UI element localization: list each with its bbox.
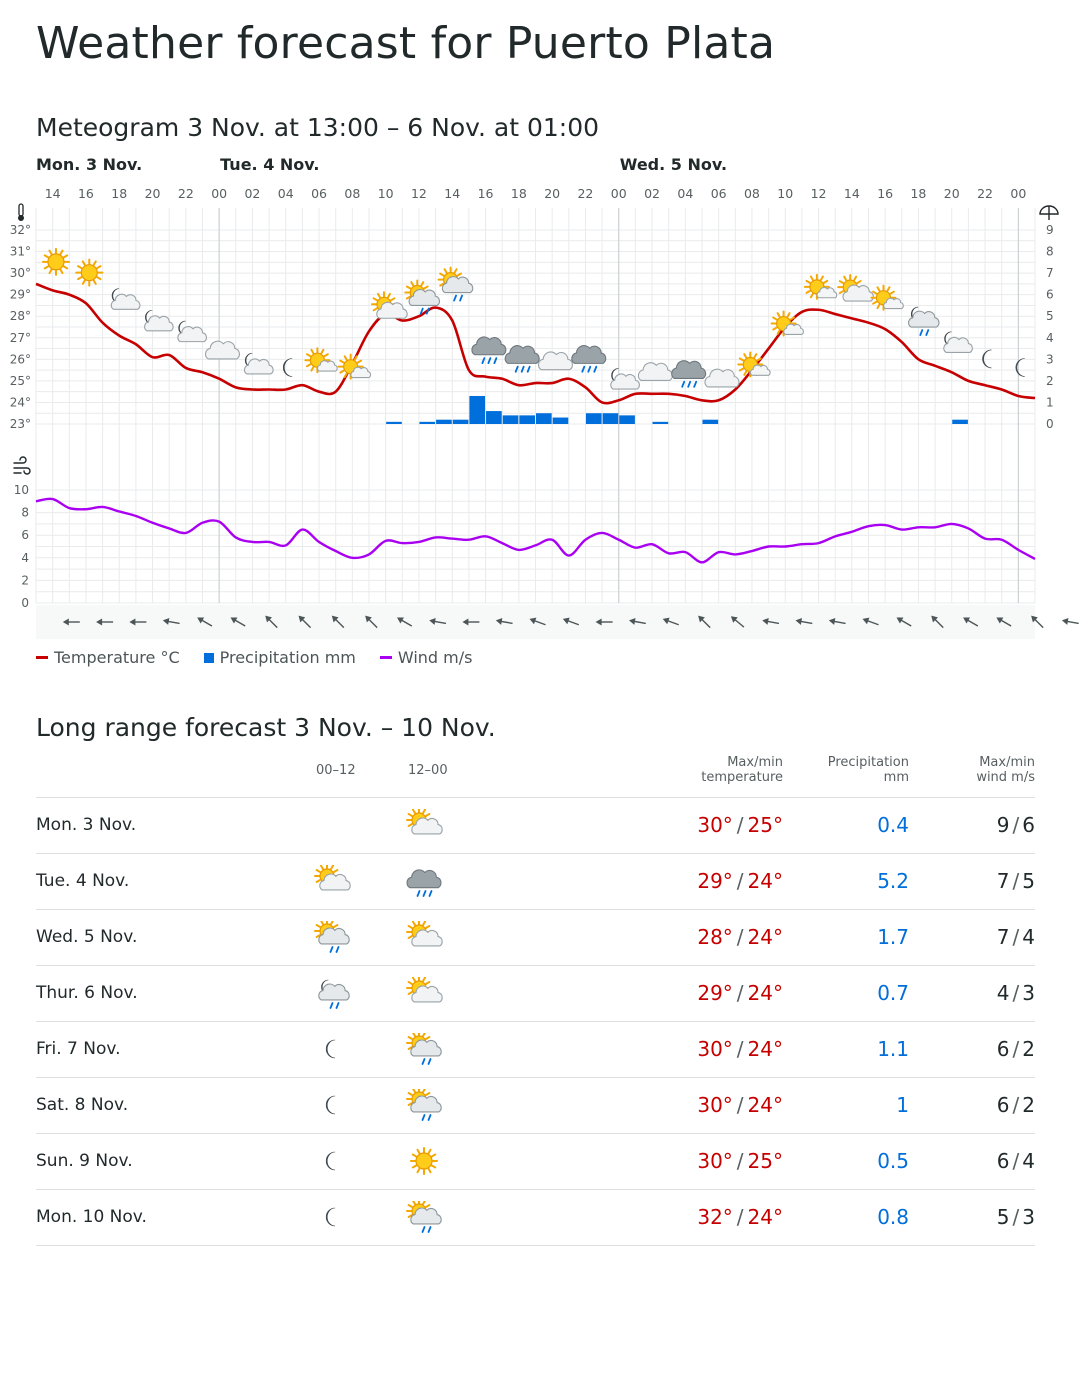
max-temperature: 32° (697, 1205, 733, 1229)
forecast-day: Mon. 3 Nov. (36, 815, 137, 835)
forecast-day: Sun. 9 Nov. (36, 1151, 133, 1171)
hour-tick-label: 02 (644, 186, 661, 201)
hour-tick-label: 20 (943, 186, 960, 201)
max-min-temperature (697, 1078, 783, 1133)
hour-tick-label: 10 (377, 186, 394, 201)
forecast-day: Thur. 6 Nov. (36, 983, 138, 1003)
wind-separator: / (1012, 813, 1020, 837)
min-temperature: 24° (747, 869, 783, 893)
hour-tick-label: 14 (843, 186, 860, 201)
precipitation-axis-label: 6 (1046, 287, 1054, 302)
partly-cloudy-day-icon (312, 865, 352, 899)
hour-tick-label: 16 (877, 186, 894, 201)
max-min-temperature (697, 1190, 783, 1245)
precipitation-axis-label: 4 (1046, 330, 1054, 345)
precipitation-value: 1 (896, 1093, 909, 1117)
min-temperature: 25° (747, 1149, 783, 1173)
hour-tick-label: 08 (344, 186, 361, 201)
precipitation-bar[interactable] (503, 415, 519, 424)
night-weather-icon (312, 1145, 352, 1179)
hour-tick-label: 16 (477, 186, 494, 201)
legend-temperature-label: Temperature °C (54, 648, 180, 667)
temperature-separator: / (736, 1093, 744, 1117)
precipitation-bar[interactable] (619, 415, 635, 424)
hour-tick-label: 12 (410, 186, 427, 201)
precipitation-value: 0.8 (877, 1205, 909, 1229)
temperature-separator: / (736, 869, 744, 893)
forecast-day: Tue. 4 Nov. (36, 871, 130, 891)
precipitation-axis-label: 7 (1046, 266, 1054, 281)
hour-tick-label: 22 (177, 186, 194, 201)
cloudy-icon (206, 341, 240, 359)
max-temperature: 30° (697, 1037, 733, 1061)
max-min-wind (997, 966, 1035, 1021)
precipitation-axis-label: 9 (1046, 223, 1054, 237)
wind-min: 2 (1022, 1093, 1035, 1117)
precipitation-axis-label: 2 (1046, 373, 1054, 388)
forecast-row[interactable] (36, 909, 1035, 965)
legend-temperature (36, 648, 180, 667)
precipitation-axis-label: 3 (1046, 352, 1054, 367)
max-min-wind (997, 798, 1035, 853)
wind-axis-label: 2 (21, 573, 29, 588)
max-temperature: 30° (697, 1149, 733, 1173)
wind-separator: / (1012, 981, 1020, 1005)
temperature-separator: / (736, 925, 744, 949)
clear-sky-night-icon (283, 359, 292, 377)
min-temperature: 24° (747, 1093, 783, 1117)
wind-max: 6 (996, 1149, 1010, 1173)
max-min-wind (997, 910, 1035, 965)
forecast-table (36, 797, 1035, 1246)
cloudy-icon (539, 352, 573, 370)
header-temperature-line1: Max/min (727, 755, 783, 770)
night-weather-icon (312, 1033, 352, 1067)
legend-precipitation-label: Precipitation mm (219, 648, 356, 667)
wind-max: 7 (996, 925, 1010, 949)
page-title: Weather forecast for Puerto Plata (36, 18, 776, 69)
wind-min: 6 (1022, 813, 1035, 837)
hour-tick-label: 22 (577, 186, 594, 201)
hour-tick-label: 04 (677, 186, 694, 201)
header-precipitation-line2: mm (883, 770, 909, 785)
fair-day-icon (339, 355, 371, 379)
wind-icon (14, 457, 30, 474)
rain-icon (404, 865, 444, 899)
hour-tick-label: 00 (610, 186, 627, 201)
night-weather-icon (312, 1089, 352, 1123)
day-label: Wed. 5 Nov. (619, 155, 728, 174)
forecast-row[interactable] (36, 797, 1035, 853)
hour-tick-label: 18 (910, 186, 927, 201)
hour-tick-label: 22 (977, 186, 994, 201)
precipitation-bar[interactable] (519, 415, 535, 424)
clear-sky-night-icon (312, 1201, 352, 1235)
wind-separator: / (1012, 1093, 1020, 1117)
umbrella-icon (1040, 206, 1058, 220)
precipitation-bar[interactable] (486, 411, 502, 424)
night-weather-icon (312, 977, 352, 1011)
day-weather-icon (404, 1033, 444, 1067)
night-weather-icon (312, 865, 352, 899)
fair-day-icon (738, 353, 770, 377)
thermometer-icon (18, 204, 24, 221)
rain-showers-day-icon (312, 921, 352, 955)
day-label: Mon. 3 Nov. (36, 155, 143, 174)
max-min-temperature (697, 854, 783, 909)
precipitation-bar[interactable] (419, 422, 435, 424)
cloudy-icon (638, 363, 672, 381)
precipitation-value: 1.7 (877, 925, 909, 949)
precipitation-bar[interactable] (603, 413, 619, 424)
precipitation-value: 0.5 (877, 1149, 909, 1173)
wind-axis-label: 0 (21, 596, 29, 610)
header-night: 00–12 (316, 763, 356, 778)
precipitation-value: 0.7 (877, 981, 909, 1005)
temperature-axis-label: 24° (9, 395, 31, 410)
hour-tick-label: 12 (810, 186, 827, 201)
fair-day-icon (871, 286, 903, 310)
wind-max: 6 (996, 1093, 1010, 1117)
day-weather-icon (404, 1145, 444, 1179)
legend-precipitation (204, 648, 356, 667)
fair-day-icon (805, 275, 837, 299)
rain-showers-day-icon (404, 1033, 444, 1067)
precipitation-value: 0.4 (877, 813, 909, 837)
max-min-temperature (697, 1134, 783, 1189)
forecast-row[interactable] (36, 1021, 1035, 1077)
max-min-temperature (697, 798, 783, 853)
hour-tick-label: 14 (44, 186, 61, 201)
wind-max: 6 (996, 1037, 1010, 1061)
hour-tick-label: 20 (144, 186, 161, 201)
forecast-row[interactable] (36, 1077, 1035, 1133)
wind-max: 4 (996, 981, 1010, 1005)
min-temperature: 25° (747, 813, 783, 837)
precipitation-bar[interactable] (952, 420, 968, 424)
wind-separator: / (1012, 1149, 1020, 1173)
header-wind-line1: Max/min (979, 755, 1035, 770)
wind-axis-label: 8 (21, 505, 29, 520)
wind-axis-label: 4 (21, 550, 29, 565)
hour-tick-label: 16 (77, 186, 94, 201)
max-min-wind (997, 1078, 1035, 1133)
max-temperature: 30° (697, 813, 733, 837)
hour-tick-label: 06 (311, 186, 328, 201)
forecast-row[interactable] (36, 965, 1035, 1021)
partly-cloudy-day-icon (404, 921, 444, 955)
wind-direction-strip (36, 605, 1035, 639)
clear-sky-day-icon (76, 260, 102, 286)
forecast-row[interactable] (36, 1133, 1035, 1189)
temperature-separator: / (736, 813, 744, 837)
hour-tick-label: 06 (710, 186, 727, 201)
temperature-axis-label: 28° (9, 309, 31, 324)
clear-sky-night-icon (312, 1033, 352, 1067)
forecast-day: Wed. 5 Nov. (36, 927, 138, 947)
day-weather-icon (404, 809, 444, 843)
night-weather-icon (312, 1201, 352, 1235)
max-min-wind (997, 1190, 1035, 1245)
wind-axis-label: 6 (21, 528, 29, 543)
hour-tick-label: 00 (211, 186, 228, 201)
hour-tick-label: 00 (1010, 186, 1027, 201)
wind-axis-label: 10 (13, 483, 29, 497)
temperature-axis-label: 26° (9, 352, 31, 367)
precipitation-bar[interactable] (703, 420, 719, 424)
day-weather-icon (404, 977, 444, 1011)
meteogram-chart[interactable] (0, 150, 1080, 650)
wind-min: 2 (1022, 1037, 1035, 1061)
meteogram-title: Meteogram 3 Nov. at 13:00 – 6 Nov. at 01:00 (36, 113, 600, 142)
hour-tick-label: 08 (743, 186, 760, 201)
header-wind-line2: wind m/s (976, 770, 1035, 785)
meteogram-grid (36, 208, 1035, 603)
precipitation-value: 5.2 (877, 869, 909, 893)
wind-min: 3 (1022, 981, 1035, 1005)
min-temperature: 24° (747, 1037, 783, 1061)
precipitation-value: 1.1 (877, 1037, 909, 1061)
precipitation-bar[interactable] (586, 413, 602, 424)
clear-sky-night-icon (1016, 359, 1025, 377)
temperature-axis-label: 23° (9, 417, 31, 431)
header-day: 12–00 (408, 763, 448, 778)
day-weather-icon (404, 865, 444, 899)
precipitation-bar[interactable] (436, 420, 452, 424)
clear-sky-day-icon (43, 249, 69, 275)
temperature-axis-label: 29° (9, 287, 31, 302)
max-min-temperature (697, 966, 783, 1021)
header-wind (976, 755, 1035, 785)
temperature-axis-label: 32° (9, 223, 31, 237)
max-min-wind (997, 1022, 1035, 1077)
forecast-table-header (36, 753, 1035, 797)
legend-wind (380, 648, 473, 667)
rain-showers-day-icon (404, 1089, 444, 1123)
rain-showers-night-icon (312, 977, 352, 1011)
temperature-separator: / (736, 1037, 744, 1061)
precipitation-bar[interactable] (469, 396, 485, 424)
temperature-axis-label: 31° (9, 244, 31, 259)
temperature-separator: / (736, 1149, 744, 1173)
precipitation-axis-label: 8 (1046, 244, 1054, 259)
forecast-row[interactable] (36, 1189, 1035, 1246)
max-temperature: 29° (697, 981, 733, 1005)
rain-showers-day-icon (404, 1201, 444, 1235)
header-temperature-line2: temperature (701, 770, 783, 785)
hour-tick-label: 20 (544, 186, 561, 201)
wind-min: 4 (1022, 925, 1035, 949)
wind-separator: / (1012, 1205, 1020, 1229)
max-temperature: 30° (697, 1093, 733, 1117)
wind-direction-arrow (1061, 617, 1079, 627)
temperature-swatch (36, 656, 48, 659)
temperature-axis-label: 25° (9, 373, 31, 388)
rain-icon (572, 346, 606, 372)
forecast-day: Sat. 8 Nov. (36, 1095, 129, 1115)
precipitation-bar[interactable] (453, 420, 469, 424)
rain-showers-day-icon (439, 268, 473, 301)
day-label: Tue. 4 Nov. (220, 155, 320, 174)
partly-cloudy-day-icon (404, 809, 444, 843)
rain-showers-night-icon (909, 307, 939, 335)
min-temperature: 24° (747, 925, 783, 949)
wind-min: 4 (1022, 1149, 1035, 1173)
max-temperature: 28° (697, 925, 733, 949)
precipitation-bar[interactable] (553, 418, 569, 424)
rain-icon (672, 361, 706, 387)
day-weather-icon (404, 1089, 444, 1123)
clear-sky-night-icon (312, 1145, 352, 1179)
max-min-temperature (697, 1022, 783, 1077)
max-temperature: 29° (697, 869, 733, 893)
wind-max: 7 (996, 869, 1010, 893)
wind-swatch (380, 656, 392, 659)
wind-max: 5 (996, 1205, 1010, 1229)
precipitation-swatch (204, 653, 214, 663)
hour-tick-label: 02 (244, 186, 261, 201)
header-temperature (701, 755, 783, 785)
long-range-title: Long range forecast 3 Nov. – 10 Nov. (36, 713, 496, 742)
cloudy-icon (705, 369, 739, 387)
precipitation-bar[interactable] (536, 413, 552, 424)
hour-tick-label: 14 (444, 186, 461, 201)
legend-wind-label: Wind m/s (397, 648, 473, 667)
hour-tick-label: 10 (777, 186, 794, 201)
day-weather-icon (404, 1201, 444, 1235)
clear-sky-day-icon (404, 1145, 444, 1179)
wind-separator: / (1012, 925, 1020, 949)
forecast-day: Fri. 7 Nov. (36, 1039, 121, 1059)
precipitation-axis-label: 5 (1046, 309, 1054, 324)
forecast-row[interactable] (36, 853, 1035, 909)
header-precipitation (828, 755, 909, 785)
clear-sky-night-icon (312, 1089, 352, 1123)
precipitation-axis-label: 0 (1046, 417, 1054, 431)
wind-min: 5 (1022, 869, 1035, 893)
precipitation-bar[interactable] (653, 422, 669, 424)
fair-day-icon (305, 348, 337, 372)
day-weather-icon (404, 921, 444, 955)
min-temperature: 24° (747, 981, 783, 1005)
rain-icon (505, 346, 539, 372)
max-min-wind (997, 854, 1035, 909)
wind-separator: / (1012, 869, 1020, 893)
header-precipitation-line1: Precipitation (827, 755, 909, 770)
precipitation-bar[interactable] (386, 422, 402, 424)
partly-cloudy-day-icon (404, 977, 444, 1011)
max-min-temperature (697, 910, 783, 965)
hour-tick-label: 18 (111, 186, 128, 201)
precipitation-bars (386, 396, 968, 424)
wind-min: 3 (1022, 1205, 1035, 1229)
night-weather-icon (312, 809, 352, 843)
min-temperature: 24° (747, 1205, 783, 1229)
temperature-separator: / (736, 981, 744, 1005)
wind-separator: / (1012, 1037, 1020, 1061)
forecast-day: Mon. 10 Nov. (36, 1207, 147, 1227)
wind-max: 9 (996, 813, 1010, 837)
temperature-axis-label: 27° (9, 330, 31, 345)
night-weather-icon (312, 921, 352, 955)
temperature-axis-label: 30° (9, 266, 31, 281)
temperature-separator: / (736, 1205, 744, 1229)
hour-tick-label: 04 (277, 186, 294, 201)
max-min-wind (997, 1134, 1035, 1189)
meteogram-legend (36, 648, 472, 667)
precipitation-axis-label: 1 (1046, 395, 1054, 410)
hour-tick-label: 18 (510, 186, 527, 201)
